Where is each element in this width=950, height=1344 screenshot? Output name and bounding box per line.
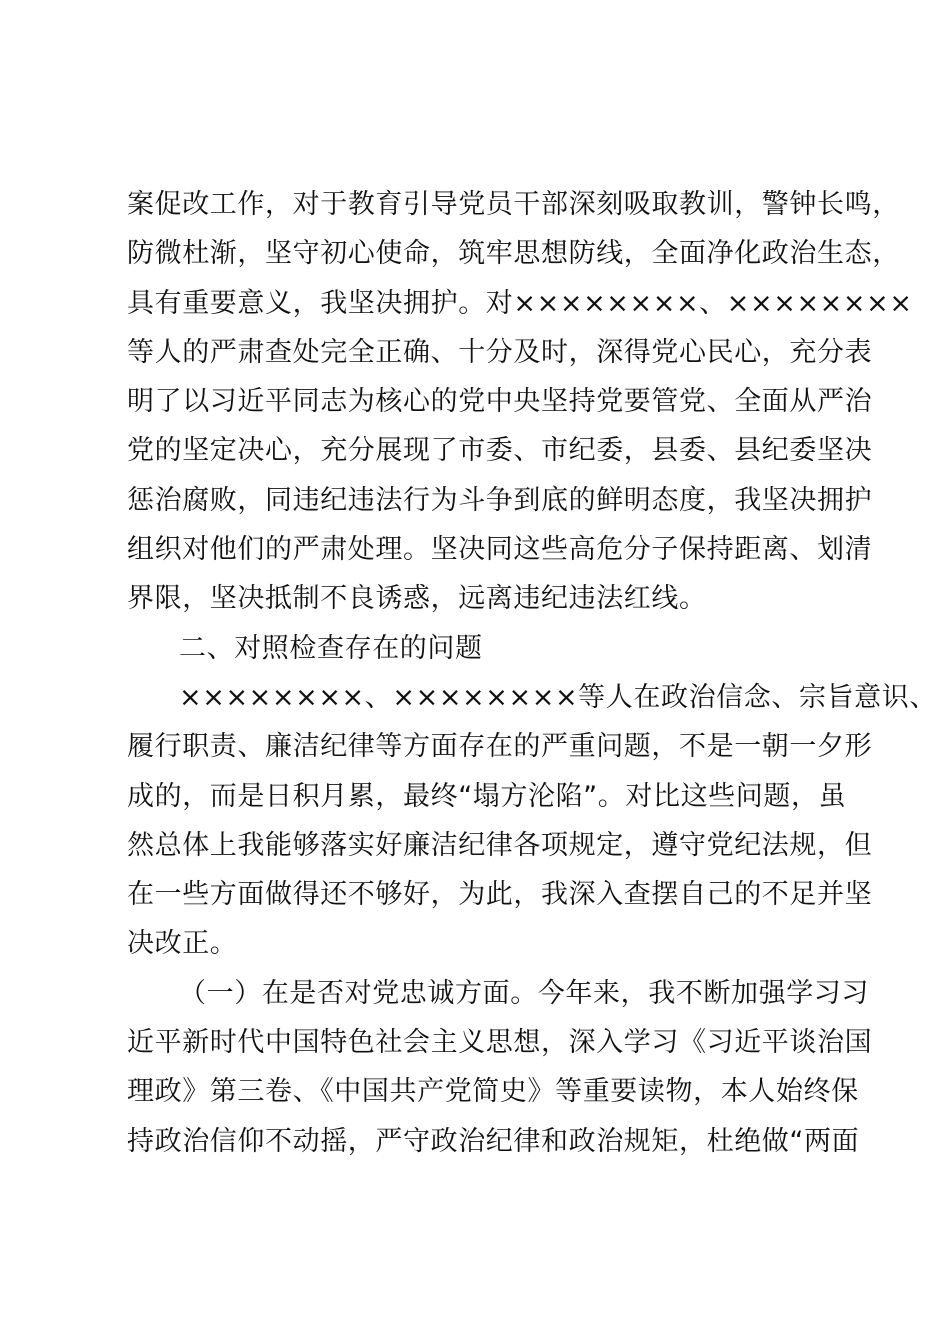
subsection-paragraph-start: （一）在是否对党忠诚方面。今年来，我不断加强学习习 [179,977,869,1009]
body-line-11: ××××××××、××××××××等人在政治信念、宗旨意识、 [179,681,937,713]
body-line-5: 明了以习近平同志为核心的党中央坚持党要管党、全面从严治 [127,386,873,418]
section-heading: 二、对照检查存在的问题 [179,632,483,664]
body-line-1: 案促改工作，对于教育引导党员干部深刻吸取教训，警钟长鸣， [127,189,900,220]
body-line-18: 近平新时代中国特色社会主义思想，深入学习《习近平谈治国 [127,1027,873,1059]
body-line-8: 组织对他们的严肃处理。坚决同这些高危分子保持距离、划清 [127,534,873,566]
body-line-7: 惩治腐败，同违纪违法行为斗争到底的鲜明态度，我坚决拥护 [127,484,873,516]
body-line-19: 理政》第三卷、《中国共产党简史》等重要读物，本人始终保 [127,1076,859,1108]
body-line-3: 具有重要意义，我坚决拥护。对××××××××、×××××××× [127,287,913,319]
body-line-9: 界限，坚决抵制不良诱惑，远离违纪违法红线。 [127,583,707,615]
body-line-20: 持政治信仰不动摇，严守政治纪律和政治规矩，杜绝做“两面 [127,1125,860,1157]
body-line-4: 等人的严肃查处完全正确、十分及时，深得党心民心，充分表 [127,336,873,368]
document-body [127,180,937,1166]
body-line-6: 党的坚定决心，充分展现了市委、市纪委，县委、县纪委坚决 [127,435,873,467]
body-line-13: 成的，而是日积月累，最终“塌方沦陷”。对比这些问题，虽 [127,780,847,812]
body-line-14: 然总体上我能够落实好廉洁纪律各项规定，遵守党纪法规，但 [127,829,873,861]
body-line-16: 决改正。 [127,928,238,960]
body-line-12: 履行职责、廉洁纪律等方面存在的严重问题，不是一朝一夕形 [127,731,873,763]
body-line-15: 在一些方面做得还不够好，为此，我深入查摆自己的不足并坚 [127,879,873,911]
body-line-2: 防微杜渐，坚守初心使命，筑牢思想防线，全面净化政治生态， [127,238,900,270]
